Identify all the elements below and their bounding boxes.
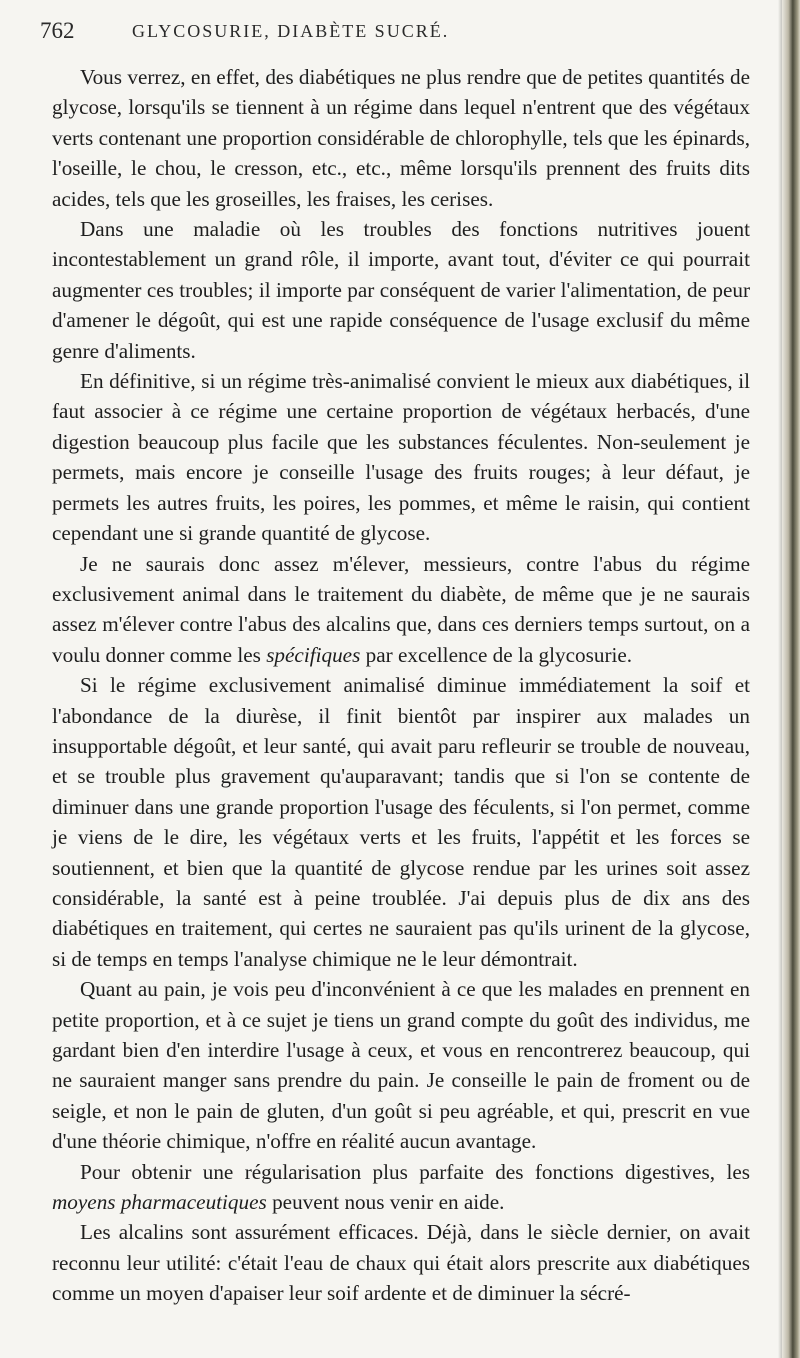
paragraph: Vous verrez, en effet, des diabétiques ne plus rendre que de petites quantités de glycose, lorsqu'ils se tiennent à un régime dans lequel n'entrent que des végétaux verts contenant une proportion considérable de chlorophylle, tels que les épinards, l'oseille, le chou, le cresson, etc., etc., même lorsqu'ils prennent des fruits dits acides, tels que les groseilles, les fraises, les cerises. [52, 65, 750, 211]
body-text [52, 62, 750, 1309]
paragraph: Dans une maladie où les troubles des fonctions nutritives jouent incontestablement un grand rôle, il importe, avant tout, d'éviter ce qui pourrait augmenter ces troubles; il importe par conséquent de varier l'alimentation, de peur d'amener le dégoût, qui est une rapide conséquence de l'usage exclusif du même genre d'aliments. [52, 217, 750, 363]
paragraph [52, 1157, 750, 1218]
paragraph: Si le régime exclusivement animalisé diminue immédiatement la soif et l'abondance de la diurèse, il finit bientôt par inspirer aux malades un insupportable dégoût, et leur santé, qui avait paru refleurir se trouble de nouveau, et se trouble plus gravement qu'auparavant; tandis que si l'on se contente de diminuer dans une grande proportion l'usage des féculents, si l'on permet, comme je viens de le dire, les végétaux verts et les fruits, l'appétit et les forces se soutiennent, et bien que la quantité de glycose rendue par les urines soit assez considérable, la santé est à peine troublée. J'ai depuis plus de dix ans des diabétiques en traitement, qui certes ne sauraient pas qu'ils urinent de la glycose, si de temps en temps l'analyse chimique ne le leur démontrait. [52, 673, 750, 971]
paragraph-text: par excellence de la glycosurie. [360, 642, 633, 667]
page-header [40, 18, 750, 48]
book-spine-edge [782, 0, 800, 1358]
paragraph-text: Pour obtenir une régularisation plus parfaite des fonctions digestives, les [80, 1159, 750, 1184]
paragraph: Quant au pain, je vois peu d'inconvénient à ce que les malades en prennent en petite proportion, et à ce sujet je tiens un grand compte du goût des individus, me gardant bien d'en interdire l'usage à ceux, et vous en rencontrerez beaucoup, qui ne sauraient manger sans prendre du pain. Je conseille le pain de froment ou de seigle, et non le pain de gluten, d'un goût si peu agréable, et qui, prescrit en vue d'une théorie chimique, n'offre en réalité aucun avantage. [52, 977, 750, 1154]
paragraph-text: peuvent nous venir en aide. [266, 1190, 505, 1215]
paragraph [52, 549, 750, 671]
paragraph: En définitive, si un régime très-animalisé convient le mieux aux diabétiques, il faut associer à ce régime une certaine proportion de végétaux herbacés, d'une digestion beaucoup plus facile que les substances féculentes. Non-seulement je permets, mais encore je conseille l'usage des fruits rouges; à leur défaut, je permets les autres fruits, les poires, les pommes, et même le raisin, qui contient cependant une si grande quantité de glycose. [52, 369, 750, 546]
running-head: GLYCOSURIE, DIABÈTE SUCRÉ. [132, 21, 450, 41]
emphasis-moyens-pharmaceutiques: moyens pharmaceutiques [52, 1190, 267, 1215]
page-number: 762 [40, 18, 75, 43]
emphasis-specifiques: spécifiques [266, 642, 361, 667]
paragraph: Les alcalins sont assurément efficaces. Déjà, dans le siècle dernier, on avait reconnu leur utilité: c'était l'eau de chaux qui était alors prescrite aux diabétiques comme un moyen d'apaiser leur soif ardente et de diminuer la sécré- [52, 1220, 750, 1306]
paragraph-text: Je ne saurais donc assez m'élever, messieurs, contre l'abus du régime exclusivement animal dans le traitement du diabète, de même que je ne saurais assez m'élever contre l'abus des alcalins que, dans ces derniers temps surtout, on a voulu donner comme les [52, 551, 750, 667]
